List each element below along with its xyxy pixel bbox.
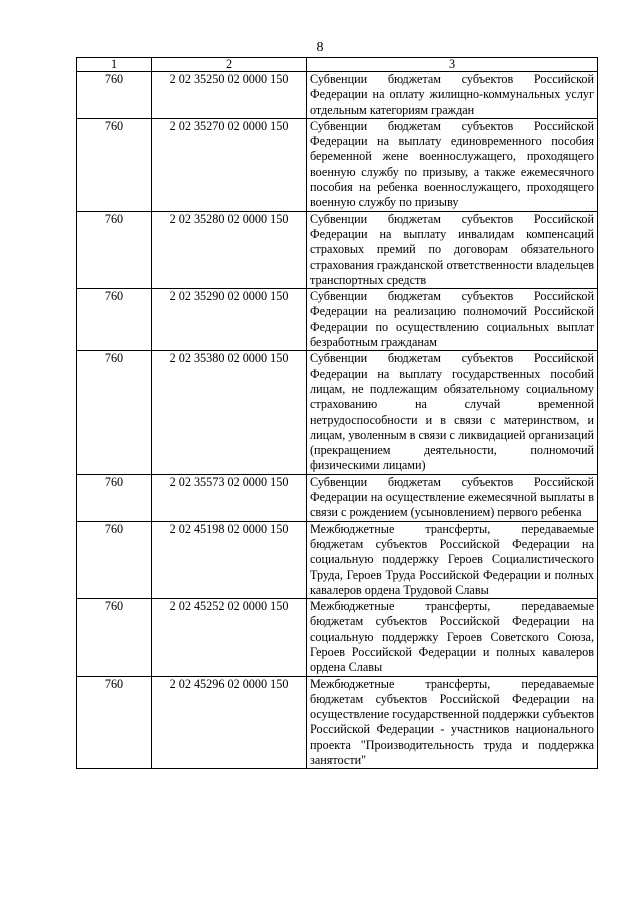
table-row xyxy=(77,474,598,521)
revenue-description-cell: Субвенции бюджетам субъектов Российской Федерации на выплату государственных пособий лицам, не подлежащим обязательному социальному страхованию на случай временной нетрудоспособности и в связи с материнством, и лицам, уволенным в связи с ликвидацией организаций (прекращением деятельности, полномочий физическими лицами) xyxy=(307,351,598,474)
table-row xyxy=(77,211,598,288)
budget-code-cell: 2 02 35573 02 0000 150 xyxy=(152,474,307,521)
admin-code-cell: 760 xyxy=(77,211,152,288)
table-row xyxy=(77,676,598,769)
table-row xyxy=(77,351,598,474)
revenue-description-cell: Межбюджетные трансферты, передаваемые бюджетам субъектов Российской Федерации на социальную поддержку Героев Советского Союза, Героев Российской Федерации и полных кавалеров ордена Славы xyxy=(307,599,598,676)
revenue-description-cell: Субвенции бюджетам субъектов Российской Федерации на реализацию полномочий Российской Федерации по осуществлению социальных выплат безработным гражданам xyxy=(307,289,598,351)
budget-code-cell: 2 02 35290 02 0000 150 xyxy=(152,289,307,351)
budget-code-cell: 2 02 35270 02 0000 150 xyxy=(152,118,307,211)
table-header-row xyxy=(77,58,598,72)
revenue-description-cell: Субвенции бюджетам субъектов Российской Федерации на выплату единовременного пособия беременной жене военнослужащего, проходящего военную службу по призыву, а также ежемесячного пособия на ребенка военнослужащего, проходящего военную службу по призыву xyxy=(307,118,598,211)
admin-code-cell: 760 xyxy=(77,676,152,769)
budget-code-cell: 2 02 45296 02 0000 150 xyxy=(152,676,307,769)
table-row xyxy=(77,599,598,676)
revenue-description-cell: Межбюджетные трансферты, передаваемые бюджетам субъектов Российской Федерации на социальную поддержку Героев Социалистического Труда, Героев Труда Российской Федерации и полных кавалеров ордена Трудовой Славы xyxy=(307,521,598,598)
revenue-description-cell: Межбюджетные трансферты, передаваемые бюджетам субъектов Российской Федерации на осуществление государственной поддержки субъектов Российской Федерации - участников национального проекта "Производительность труда и поддержка занятости" xyxy=(307,676,598,769)
admin-code-cell: 760 xyxy=(77,289,152,351)
budget-code-cell: 2 02 45252 02 0000 150 xyxy=(152,599,307,676)
budget-revenue-table xyxy=(76,57,598,769)
admin-code-cell: 760 xyxy=(77,599,152,676)
admin-code-cell: 760 xyxy=(77,118,152,211)
admin-code-cell: 760 xyxy=(77,521,152,598)
budget-code-cell: 2 02 45198 02 0000 150 xyxy=(152,521,307,598)
revenue-description-cell: Субвенции бюджетам субъектов Российской Федерации на выплату инвалидам компенсаций страховых премий по договорам обязательного страхования гражданской ответственности владельцев транспортных средств xyxy=(307,211,598,288)
column-header-3: 3 xyxy=(307,58,598,72)
column-header-1: 1 xyxy=(77,58,152,72)
page-number: 8 xyxy=(316,40,324,55)
revenue-description-cell: Субвенции бюджетам субъектов Российской Федерации на оплату жилищно-коммунальных услуг отдельным категориям граждан xyxy=(307,72,598,119)
table-row xyxy=(77,118,598,211)
table-row xyxy=(77,521,598,598)
admin-code-cell: 760 xyxy=(77,351,152,474)
column-header-2: 2 xyxy=(152,58,307,72)
budget-code-cell: 2 02 35280 02 0000 150 xyxy=(152,211,307,288)
table-row xyxy=(77,72,598,119)
table-row xyxy=(77,289,598,351)
budget-code-cell: 2 02 35380 02 0000 150 xyxy=(152,351,307,474)
admin-code-cell: 760 xyxy=(77,474,152,521)
admin-code-cell: 760 xyxy=(77,72,152,119)
budget-code-cell: 2 02 35250 02 0000 150 xyxy=(152,72,307,119)
revenue-description-cell: Субвенции бюджетам субъектов Российской Федерации на осуществление ежемесячной выплаты в связи с рождением (усыновлением) первого ребенка xyxy=(307,474,598,521)
